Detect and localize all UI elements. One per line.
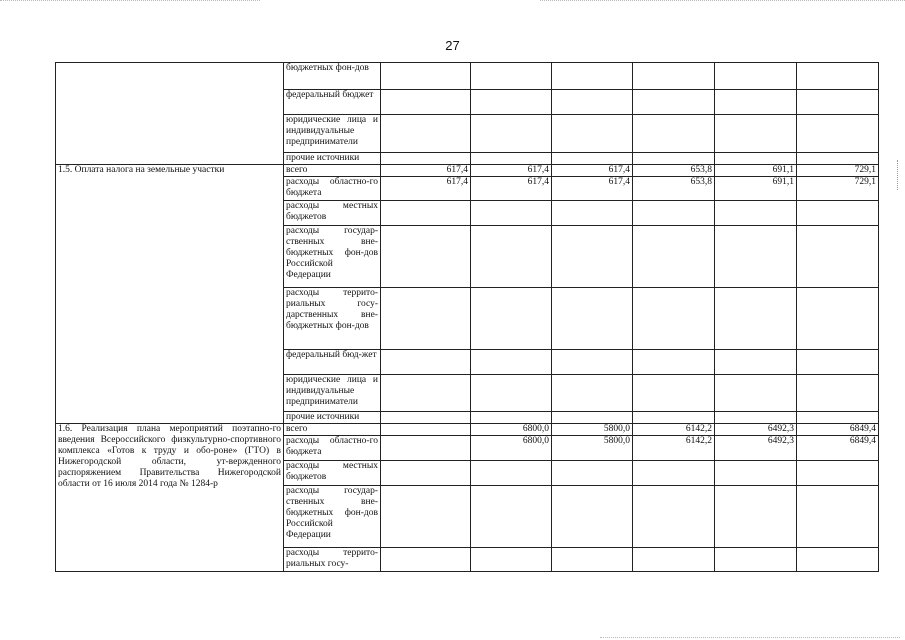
value-cell [797,115,879,153]
value-cell: 691,1 [715,165,797,177]
value-cell [381,90,471,115]
value-cell [381,486,471,548]
source-cell: федеральный бюд-жет [284,350,381,375]
event-cell [56,63,284,165]
value-cell [381,412,471,424]
value-cell [381,153,471,165]
value-cell [633,350,715,375]
value-cell [797,288,879,350]
value-cell: 6849,4 [797,436,879,461]
value-cell [552,226,633,288]
scan-edge-dots-top-right [540,0,905,2]
value-cell [471,350,552,375]
source-cell: расходы террито-риальных госу- [284,548,381,572]
value-cell [381,201,471,226]
value-cell [633,548,715,572]
value-cell [715,288,797,350]
value-cell [715,412,797,424]
value-cell [633,288,715,350]
value-cell [381,375,471,412]
source-cell: прочие источники [284,153,381,165]
value-cell [471,548,552,572]
value-cell: 617,4 [471,165,552,177]
value-cell [552,350,633,375]
value-cell: 653,8 [633,165,715,177]
value-cell [797,461,879,486]
value-cell [552,201,633,226]
value-cell: 5800,0 [552,436,633,461]
value-cell [715,226,797,288]
value-cell [715,153,797,165]
source-cell: бюджетных фон-дов [284,63,381,90]
value-cell [797,412,879,424]
source-cell: федеральный бюджет [284,90,381,115]
value-cell [381,350,471,375]
value-cell [471,288,552,350]
value-cell [552,288,633,350]
scan-edge-dots-bottom [600,637,900,639]
value-cell [797,90,879,115]
value-cell [633,115,715,153]
value-cell [797,350,879,375]
table-row [56,165,879,177]
value-cell: 653,8 [633,177,715,201]
value-cell [471,153,552,165]
value-cell: 729,1 [797,165,879,177]
value-cell [552,90,633,115]
value-cell: 617,4 [471,177,552,201]
value-cell [715,548,797,572]
value-cell [471,486,552,548]
source-cell: расходы государ-ственных вне-бюджетных фон-дов Российской Федерации [284,226,381,288]
value-cell [381,436,471,461]
value-cell [471,63,552,90]
value-cell [633,375,715,412]
source-cell: юридические лица и индивидуальные предприниматели [284,375,381,412]
value-cell [633,153,715,165]
value-cell [715,486,797,548]
value-cell [633,201,715,226]
event-cell: 1.5. Оплата налога на земельные участки [56,165,284,424]
value-cell [797,548,879,572]
source-cell: всего [284,424,381,436]
value-cell [633,63,715,90]
value-cell [633,486,715,548]
value-cell [552,63,633,90]
value-cell [715,461,797,486]
value-cell [552,153,633,165]
table-row [56,63,879,90]
budget-table [55,62,879,572]
value-cell [471,375,552,412]
value-cell [381,548,471,572]
value-cell [797,153,879,165]
value-cell: 6800,0 [471,424,552,436]
value-cell: 6142,2 [633,436,715,461]
source-cell: расходы местных бюджетов [284,201,381,226]
value-cell [381,288,471,350]
value-cell [471,412,552,424]
page-number: 27 [445,38,460,53]
event-cell: 1.6. Реализация плана мероприятий поэтапно-го введения Всероссийского физкультурно-спортивного комплекса «Готов к труду и обо-роне» (ГТО) в Нижегородской области, ут-вержденного распоряжением Правительства Нижегородской области от 16 июля 2014 года № 1284-р [56,424,284,572]
value-cell [633,90,715,115]
value-cell [471,226,552,288]
value-cell: 617,4 [381,177,471,201]
value-cell [633,226,715,288]
value-cell: 6142,2 [633,424,715,436]
value-cell [552,548,633,572]
value-cell: 617,4 [552,165,633,177]
value-cell [715,63,797,90]
value-cell [633,461,715,486]
value-cell [797,375,879,412]
value-cell [797,226,879,288]
value-cell [715,375,797,412]
source-cell: расходы государ-ственных вне-бюджетных фон-дов Российской Федерации [284,486,381,548]
value-cell [552,486,633,548]
value-cell [715,201,797,226]
value-cell [381,63,471,90]
value-cell: 6492,3 [715,436,797,461]
value-cell: 6800,0 [471,436,552,461]
value-cell [715,350,797,375]
value-cell [381,226,471,288]
value-cell [797,201,879,226]
value-cell [715,90,797,115]
value-cell [633,412,715,424]
value-cell: 6849,4 [797,424,879,436]
value-cell [381,424,471,436]
value-cell [552,461,633,486]
value-cell [471,461,552,486]
source-cell: расходы областно-го бюджета [284,177,381,201]
table-row [56,424,879,436]
value-cell [552,375,633,412]
value-cell [797,63,879,90]
source-cell: расходы областно-го бюджета [284,436,381,461]
source-cell: расходы местных бюджетов [284,461,381,486]
value-cell [715,115,797,153]
value-cell [552,115,633,153]
value-cell [471,115,552,153]
source-cell: юридические лица и индивидуальные предприниматели [284,115,381,153]
value-cell [381,115,471,153]
value-cell [552,412,633,424]
value-cell [797,486,879,548]
value-cell [471,90,552,115]
value-cell: 729,1 [797,177,879,201]
scan-edge-dots-top-left [0,0,260,2]
value-cell: 617,4 [552,177,633,201]
scan-edge-dots-right [897,160,899,190]
value-cell [471,201,552,226]
source-cell: всего [284,165,381,177]
value-cell: 691,1 [715,177,797,201]
source-cell: расходы террито-риальных госу-дарственных вне-бюджетных фон-дов [284,288,381,350]
value-cell: 6492,3 [715,424,797,436]
source-cell: прочие источники [284,412,381,424]
value-cell: 5800,0 [552,424,633,436]
value-cell [381,461,471,486]
value-cell: 617,4 [381,165,471,177]
